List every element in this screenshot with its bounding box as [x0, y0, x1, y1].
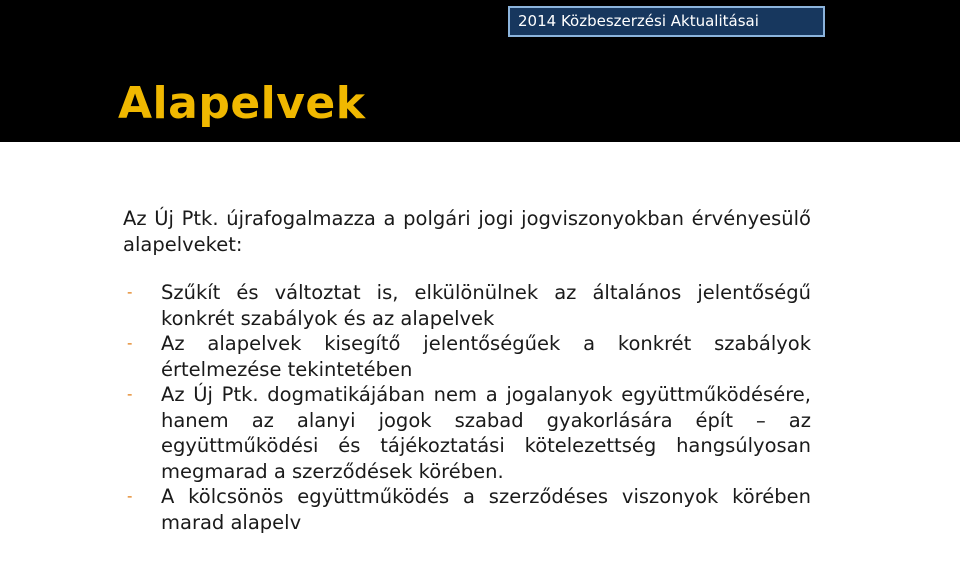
list-item — [123, 382, 811, 484]
event-badge: 2014 Közbeszerzési Aktualitásai — [508, 6, 825, 37]
bullet-marker: - — [127, 385, 133, 403]
list-item-text: Az Új Ptk. dogmatikájában nem a jogalanyok együttműködésére, hanem az alanyi jogok szabad gyakorlására épít – az együttműködési és tájékoztatási kötelezettség hangsúlyosan megmarad a szerződések körében. — [161, 383, 811, 483]
slide-header — [0, 0, 960, 142]
bullet-marker: - — [127, 283, 133, 301]
list-item — [123, 484, 811, 535]
list-item — [123, 331, 811, 382]
intro-paragraph: Az Új Ptk. újrafogalmazza a polgári jogi jogviszonyokban érvényesülő alapelveket: — [123, 207, 811, 256]
list-item-text: Az alapelvek kisegítő jelentőségűek a konkrét szabályok értelmezése tekintetében — [161, 332, 811, 381]
list-item-text: Szűkít és változtat is, elkülönülnek az általános jelentőségű konkrét szabályok és az alapelvek — [161, 281, 811, 330]
list-item — [123, 280, 811, 331]
list-item-text: A kölcsönös együttműködés a szerződéses viszonyok körében marad alapelv — [161, 485, 811, 534]
bullet-marker: - — [127, 487, 133, 505]
slide-body — [123, 206, 811, 535]
slide-title: Alapelvek — [118, 78, 366, 129]
bullet-list — [123, 280, 811, 535]
bullet-marker: - — [127, 334, 133, 352]
